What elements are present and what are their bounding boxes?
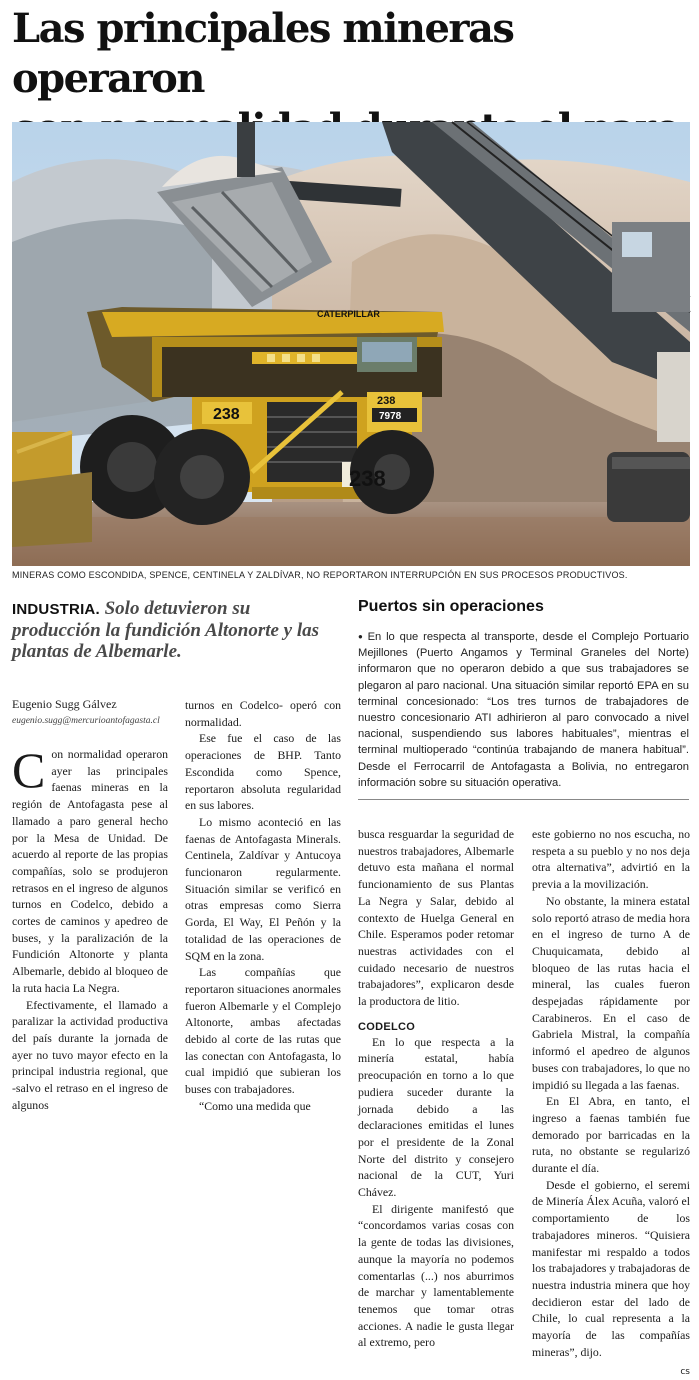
truck-number-front: 238 (377, 395, 395, 407)
subhead-codelco: CODELCO (358, 1020, 514, 1034)
haul-truck (80, 307, 444, 525)
body-paragraph: El dirigente manifestó que “concordamos varias cosas con la gente de todas las divisiones, aunque la mayoría no podemos comentarlas (...) nos aburrimos de marchar y lamentablemente tenemos que tomar otras acciones. A nadie le gusta llegar al extremo, pero (358, 1201, 514, 1351)
body-paragraph: “Como una medida que (185, 1098, 341, 1115)
truck-plate: 7978 (379, 411, 402, 422)
body-paragraph: Ese fue el caso de las operaciones de BHP. Tanto Escondida como Spence, reportaron absoluta regularidad en sus labores. (185, 730, 341, 814)
byline-email[interactable]: eugenio.sugg@mercurioantofagasta.cl (12, 716, 172, 726)
deck-kicker: INDUSTRIA. (12, 601, 100, 618)
body-column-3 (358, 826, 514, 1351)
deck-text: Solo detuvieron su producción la fundición Altonorte y las plantas de Albemarle. (12, 598, 319, 662)
body-paragraph: Las compañías que reportaron situaciones anormales fueron Albemarle y el Complejo Altonorte, ambas afectadas debido al corte de las rutas que las conectan con Antofagasta, lo cual impidió que subieran los buses con trabajadores. (185, 964, 341, 1098)
body-paragraph: En lo que respecta a la minería estatal, había preocupación en torno a lo que pudiera suceder durante la jornada debido a las declaraciones emitidas el lunes por el presidente de la Zonal Norte del distrito y consejero nacional de la CUT, Yuri Chávez. (358, 1034, 514, 1201)
body-paragraph: Con normalidad operaron ayer las principales faenas mineras en la región de Antofagasta pese al llamado a paro general hecho por la Mesa de Unidad. De acuerdo al reporte de las propias compañías, solo se produjeron retrasos en el ingreso de algunos turnos en Codelco, debido a cortes de caminos y apedreo de buses, y la paralización de la Fundición Altonorte y planta Albemarle, debido al bloqueo de la ruta hacia La Negra. (12, 746, 168, 997)
body-column-1 (12, 746, 168, 1113)
body-paragraph: turnos en Codelco- operó con normalidad. (185, 697, 341, 730)
sidebar-text-block (358, 629, 689, 791)
body-paragraph: Efectivamente, el llamado a paralizar la actividad productiva del país durante la jornada de ayer no tuvo mayor efecto en la principal industria regional, que -salvo el retraso en el ingreso de algunos (12, 997, 168, 1114)
body-paragraph: este gobierno no nos escucha, no respeta a su pueblo y no nos deja otra alternativa”, advirtió en la previa a la movilización. (532, 826, 690, 893)
truck-number-bumper: 238 (349, 466, 386, 491)
body-paragraph: Lo mismo aconteció en las faenas de Antofagasta Minerals. Centinela, Zaldívar y Antucoya funcionaron regularmente. Situación similar se verificó en otras empresas como Sierra Gorda, El Way, El Peñón y la totalidad de las operaciones de SQM en la zona. (185, 814, 341, 964)
deck (12, 598, 342, 662)
photo-caption: MINERAS COMO ESCONDIDA, SPENCE, CENTINELA Y ZALDÍVAR, NO REPORTARON INTERRUPCIÓN EN SUS PROCESOS PRODUCTIVOS. (12, 570, 692, 580)
byline-author: Eugenio Sugg Gálvez (12, 697, 172, 712)
mining-truck-photo (12, 122, 690, 566)
sidebar-text: En lo que respecta al transporte, desde el Complejo Portuario Mejillones (Puerto Angamos y Terminal Graneles del Norte) informaron que no operaron debido a que sus trabajadores se plegaron al paro nacional. Una situación similar reportó EPA en su terminal concesionado: “Los tres turnos de trabajadores de nuestro concesionario ATI adhirieron al paro convocado a nivel nacional, suspendiendo sus labores habituales”, mientras el terminal multioperado “continúa trabajando de manera habitual”. Desde el Ferrocarril de Antofagasta a Bolivia, no entregaron información sobre su situación operativa. (358, 631, 689, 789)
bullet-icon: ● (358, 632, 365, 641)
body-paragraph: En El Abra, en tanto, el ingreso a faenas también fue demorado por barricadas en la ruta, no obstante se regularizó durante el día. (532, 1093, 690, 1177)
sidebar-title: Puertos sin operaciones (358, 597, 689, 617)
body-paragraph: busca resguardar la seguridad de nuestros trabajadores, Albemarle detuvo esta mañana el normal funcionamiento de sus Plantas La Negra y Salar, debido al contexto de Huelga General en Chile. Esperamos poder retomar nuestras actividades con el cuidado necesario de nuestros trabajadores”, explicaron desde la productora de litio. (358, 826, 514, 1010)
headline-line-1: Las principales mineras operaron (12, 5, 513, 102)
truck-number-side: 238 (213, 406, 240, 423)
sidebar-box (358, 597, 689, 800)
body-column-4 (532, 826, 690, 1380)
body-paragraph: No obstante, la minera estatal solo reportó atraso de media hora en el ingreso de turno A de Chuquicamata, debido al bloqueo de las rutas hacia el mineral, las cuales fueron despejadas rápidamente por Carabineros. En el caso de Gabriela Mistral, la compañía informó el apedreo de algunos buses con trabajadores, lo que no impidió su llegada a las faenas. (532, 893, 690, 1093)
truck-brand-label: CATERPILLAR (317, 309, 380, 319)
body-paragraph: Desde el gobierno, el seremi de Minería Álex Acuña, valoró el comportamiento de los trabajadores mineros. “Quisiera manifestar mi respaldo a todos los trabajadores y trabajadoras de nuestra industria minera que hoy decidieron estar del lado de Chile, lo cual representa a la mayoría de las compañías mineras”, dijo. (532, 1177, 690, 1361)
end-mark: cs (680, 1364, 690, 1380)
body-column-2 (185, 697, 341, 1115)
